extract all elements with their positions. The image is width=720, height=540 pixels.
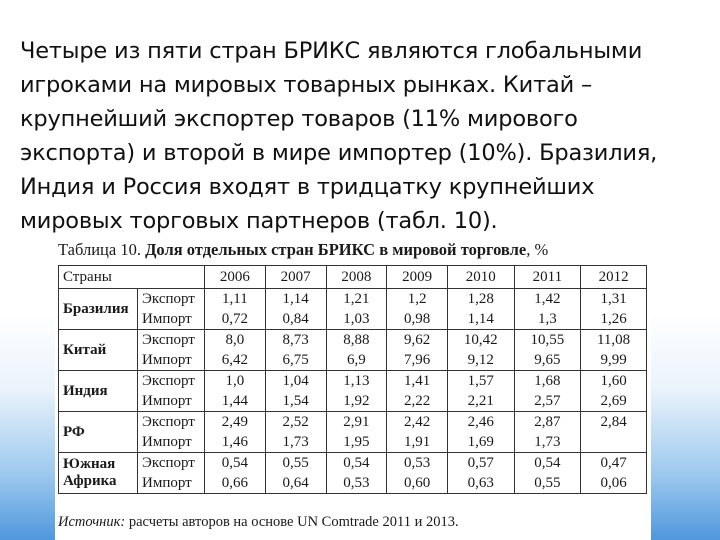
- export-value: 0,57: [467, 455, 494, 471]
- trade-share-table: [58, 265, 647, 494]
- value-cell: [387, 453, 448, 494]
- value-cell: [514, 330, 581, 371]
- import-value: 6,75: [282, 352, 309, 368]
- export-value: 2,87: [534, 414, 561, 430]
- value-cell: [581, 412, 647, 453]
- export-value: 0,54: [343, 455, 370, 471]
- export-label: Экспорт: [142, 455, 195, 471]
- export-label: Экспорт: [142, 414, 195, 430]
- header-year: 2011: [514, 266, 581, 289]
- import-value: 0,66: [221, 475, 248, 491]
- import-value: 1,69: [467, 434, 494, 450]
- export-value: 0,55: [282, 455, 309, 471]
- export-value: 2,91: [343, 414, 370, 430]
- export-value: 1,04: [282, 373, 309, 389]
- source-label: Источник:: [58, 514, 126, 530]
- export-value: 2,84: [600, 414, 627, 430]
- import-value: 1,14: [467, 311, 494, 327]
- export-value: 0,54: [221, 455, 248, 471]
- value-cell: [205, 453, 266, 494]
- import-value: 1,26: [600, 311, 627, 327]
- country-name: Южная Африка: [59, 453, 138, 494]
- value-cell: [448, 412, 515, 453]
- export-value: 1,42: [534, 291, 561, 307]
- value-cell: [581, 453, 647, 494]
- import-label: Импорт: [142, 311, 192, 327]
- import-value: 2,22: [404, 393, 431, 409]
- import-value: 1,44: [221, 393, 248, 409]
- value-cell: [387, 330, 448, 371]
- import-value: 1,92: [343, 393, 370, 409]
- value-cell: [448, 453, 515, 494]
- table-unit: , %: [526, 240, 549, 259]
- import-value: 1,91: [404, 434, 431, 450]
- paragraph-line: Четыре из пяти стран БРИКС являются глобальными: [20, 38, 643, 64]
- export-value: 1,2: [407, 291, 427, 307]
- value-cell: [205, 371, 266, 412]
- country-name: РФ: [59, 412, 138, 453]
- export-value: 9,62: [404, 332, 431, 348]
- export-value: 1,13: [343, 373, 370, 389]
- value-cell: [205, 412, 266, 453]
- import-value: 0,64: [282, 475, 309, 491]
- value-cell: [326, 453, 387, 494]
- value-cell: [514, 371, 581, 412]
- export-value: 2,46: [467, 414, 494, 430]
- export-value: 1,68: [534, 373, 561, 389]
- export-value: 0,47: [600, 455, 627, 471]
- value-cell: [265, 412, 326, 453]
- paragraph-line: игроками на мировых товарных рынках. Китай –: [20, 72, 593, 98]
- value-cell: [205, 330, 266, 371]
- table-row: [59, 453, 647, 494]
- import-value: 0,06: [600, 475, 627, 491]
- flow-labels: [138, 289, 205, 330]
- paragraph-line: экспорта) и второй в мире импортер (10%). Бразилия,: [20, 140, 658, 166]
- import-value: 9,12: [467, 352, 494, 368]
- export-value: 10,42: [463, 332, 498, 348]
- export-value: 1,31: [600, 291, 627, 307]
- import-label: Импорт: [142, 434, 192, 450]
- import-value: 0,53: [343, 475, 370, 491]
- import-value: 0,84: [282, 311, 309, 327]
- header-year: 2012: [581, 266, 647, 289]
- value-cell: [265, 371, 326, 412]
- value-cell: [265, 330, 326, 371]
- export-value: 10,55: [530, 332, 565, 348]
- source-text: расчеты авторов на основе UN Comtrade 2011 и 2013.: [125, 514, 459, 530]
- table-caption: Доля отдельных стран БРИКС в мировой торговле: [145, 240, 527, 259]
- import-value: 0,72: [221, 311, 248, 327]
- value-cell: [581, 330, 647, 371]
- value-cell: [448, 289, 515, 330]
- import-value: 1,95: [343, 434, 370, 450]
- paragraph-line: Индия и Россия входят в тридцатку крупнейших: [20, 174, 595, 200]
- import-value: 1,03: [343, 311, 370, 327]
- value-cell: [514, 453, 581, 494]
- import-value: 9,65: [534, 352, 561, 368]
- header-year: 2008: [326, 266, 387, 289]
- value-cell: [387, 412, 448, 453]
- header-countries: Страны: [59, 266, 205, 289]
- import-value: 0,60: [404, 475, 431, 491]
- table-image: [55, 238, 651, 540]
- export-value: 11,08: [596, 332, 631, 348]
- import-value: 2,57: [534, 393, 561, 409]
- export-value: 8,73: [282, 332, 309, 348]
- import-value: 1,46: [221, 434, 248, 450]
- country-name: Китай: [59, 330, 138, 371]
- import-value: 9,99: [600, 352, 627, 368]
- header-year: 2009: [387, 266, 448, 289]
- export-value: 2,52: [282, 414, 309, 430]
- export-value: 1,28: [467, 291, 494, 307]
- intro-paragraph: [20, 34, 710, 238]
- export-value: 1,60: [600, 373, 627, 389]
- export-value: 0,54: [534, 455, 561, 471]
- paragraph-line: мировых торговых партнеров (табл. 10).: [20, 208, 498, 234]
- import-value: 0,98: [404, 311, 431, 327]
- import-label: Импорт: [142, 393, 192, 409]
- export-label: Экспорт: [142, 332, 195, 348]
- table-title: [58, 240, 548, 260]
- import-value: 1,73: [282, 434, 309, 450]
- value-cell: [448, 330, 515, 371]
- table-row: [59, 412, 647, 453]
- import-value: 7,96: [404, 352, 431, 368]
- import-value: 1,3: [538, 311, 557, 327]
- value-cell: [265, 453, 326, 494]
- table-row: [59, 371, 647, 412]
- flow-labels: [138, 371, 205, 412]
- value-cell: [581, 371, 647, 412]
- import-value: 0,63: [467, 475, 494, 491]
- import-value: 1,73: [534, 434, 561, 450]
- import-value: 0,55: [534, 475, 561, 491]
- export-value: 8,88: [343, 332, 370, 348]
- value-cell: [326, 412, 387, 453]
- export-label: Экспорт: [142, 373, 195, 389]
- export-value: 1,11: [222, 291, 248, 307]
- value-cell: [387, 371, 448, 412]
- flow-labels: [138, 453, 205, 494]
- import-label: Импорт: [142, 352, 192, 368]
- flow-labels: [138, 412, 205, 453]
- table-source: [58, 514, 459, 531]
- value-cell: [581, 289, 647, 330]
- export-value: 1,14: [282, 291, 309, 307]
- import-value: 6,9: [347, 352, 366, 368]
- import-value: [585, 432, 642, 452]
- flow-labels: [138, 330, 205, 371]
- export-value: 1,0: [225, 373, 245, 389]
- export-value: 0,53: [404, 455, 431, 471]
- value-cell: [448, 371, 515, 412]
- header-year: 2007: [265, 266, 326, 289]
- value-cell: [326, 371, 387, 412]
- header-year: 2010: [448, 266, 515, 289]
- import-value: 2,69: [600, 393, 627, 409]
- value-cell: [514, 289, 581, 330]
- import-value: 6,42: [221, 352, 248, 368]
- import-value: 2,21: [467, 393, 494, 409]
- export-label: Экспорт: [142, 291, 195, 307]
- export-value: 8,0: [225, 332, 245, 348]
- table-row: [59, 330, 647, 371]
- import-label: Импорт: [142, 475, 192, 491]
- value-cell: [265, 289, 326, 330]
- value-cell: [326, 289, 387, 330]
- table-row: [59, 289, 647, 330]
- value-cell: [326, 330, 387, 371]
- country-name: Индия: [59, 371, 138, 412]
- export-value: 2,42: [404, 414, 431, 430]
- value-cell: [514, 412, 581, 453]
- paragraph-line: крупнейший экспортер товаров (11% мирового: [20, 106, 578, 132]
- export-value: 1,57: [467, 373, 494, 389]
- table-header-row: [59, 266, 647, 289]
- export-value: 2,49: [221, 414, 248, 430]
- table-number: Таблица 10.: [58, 240, 141, 259]
- value-cell: [387, 289, 448, 330]
- export-value: 1,21: [343, 291, 370, 307]
- country-name: Бразилия: [59, 289, 138, 330]
- header-year: 2006: [205, 266, 266, 289]
- value-cell: [205, 289, 266, 330]
- import-value: 1,54: [282, 393, 309, 409]
- export-value: 1,41: [404, 373, 431, 389]
